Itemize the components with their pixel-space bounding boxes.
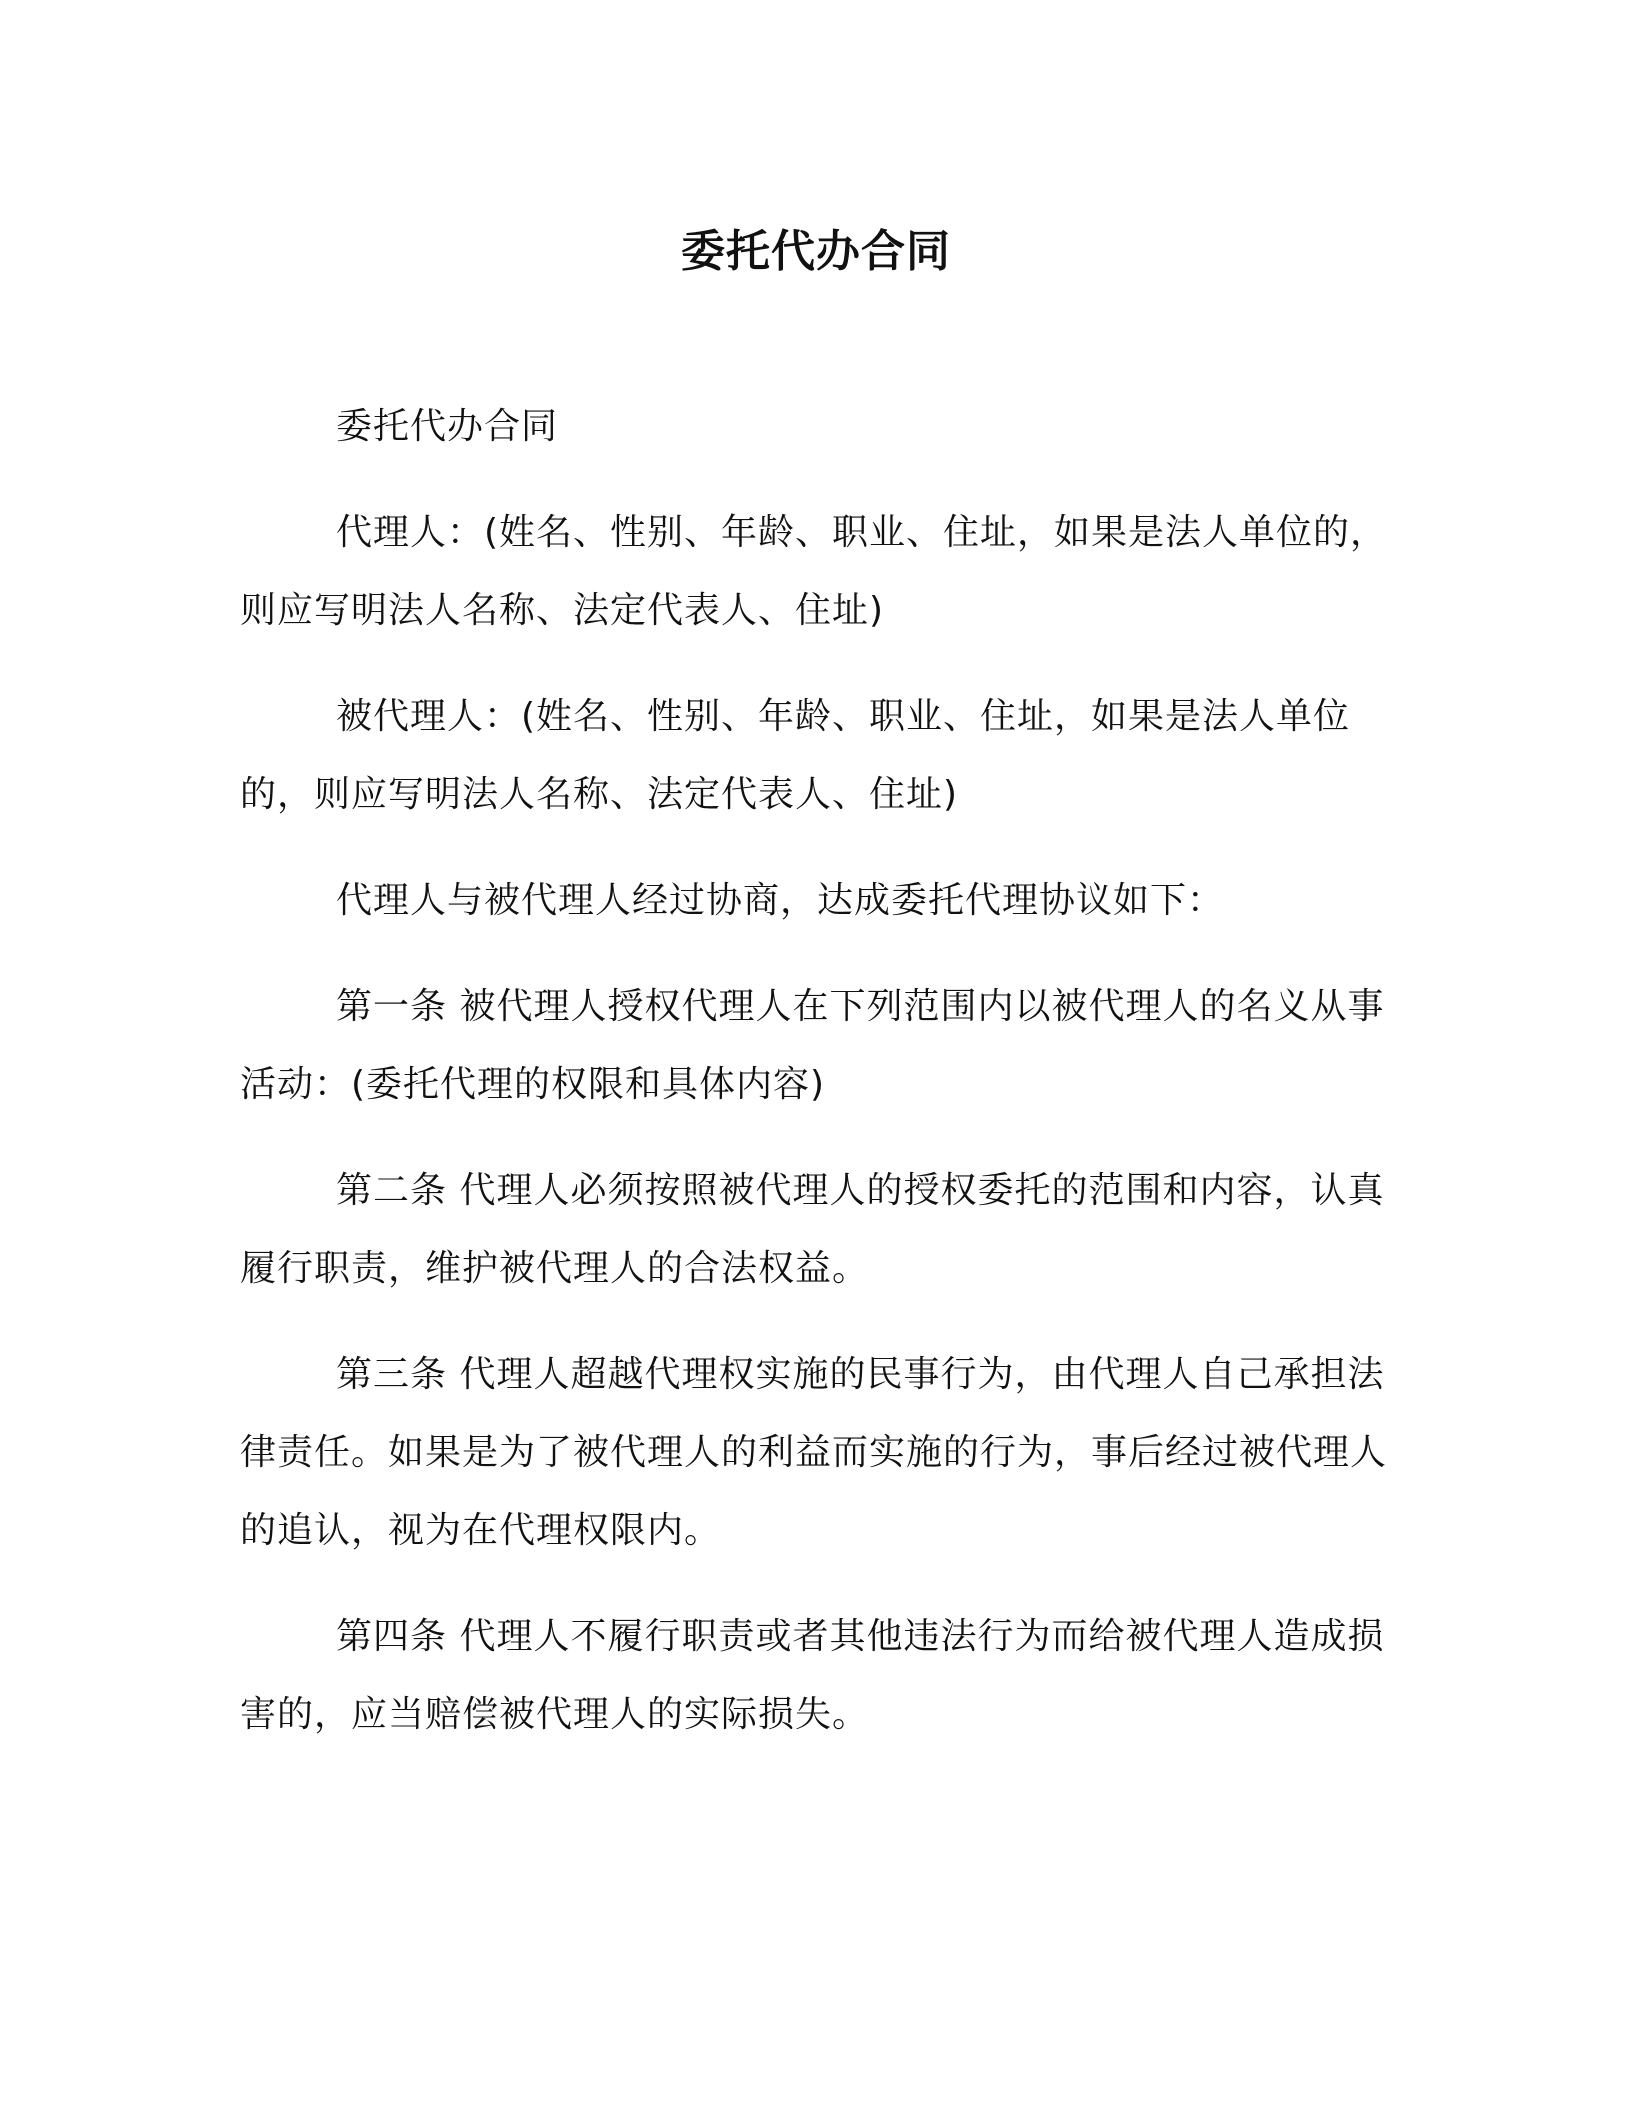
- paragraph-principal: 被代理人：(姓名、性别、年龄、职业、住址，如果是法人单位的，则应写明法人名称、法定代表人、住址): [240, 696, 1351, 815]
- paragraph-article-4: 第四条 代理人不履行职责或者其他违法行为而给被代理人造成损害的，应当赔偿被代理人的实际损失。: [240, 1616, 1385, 1735]
- document-body: [240, 388, 1390, 1782]
- paragraph-agreement-intro: 代理人与被代理人经过协商，达成委托代理协议如下：: [336, 880, 1225, 921]
- document-title: 委托代办合同: [681, 226, 951, 277]
- paragraph-subtitle: 委托代办合同: [336, 406, 559, 447]
- paragraph-agent: 代理人：(姓名、性别、年龄、职业、住址，如果是法人单位的，则应写明法人名称、法定代表人、住址): [240, 512, 1388, 631]
- paragraph-article-1: 第一条 被代理人授权代理人在下列范围内以被代理人的名义从事活动：(委托代理的权限和具体内容): [240, 986, 1385, 1105]
- paragraph-article-3: 第三条 代理人超越代理权实施的民事行为，由代理人自己承担法律责任。如果是为了被代理人的利益而实施的行为，事后经过被代理人的追认，视为在代理权限内。: [240, 1354, 1388, 1551]
- paragraph-article-2: 第二条 代理人必须按照被代理人的授权委托的范围和内容，认真履行职责，维护被代理人的合法权益。: [240, 1170, 1385, 1289]
